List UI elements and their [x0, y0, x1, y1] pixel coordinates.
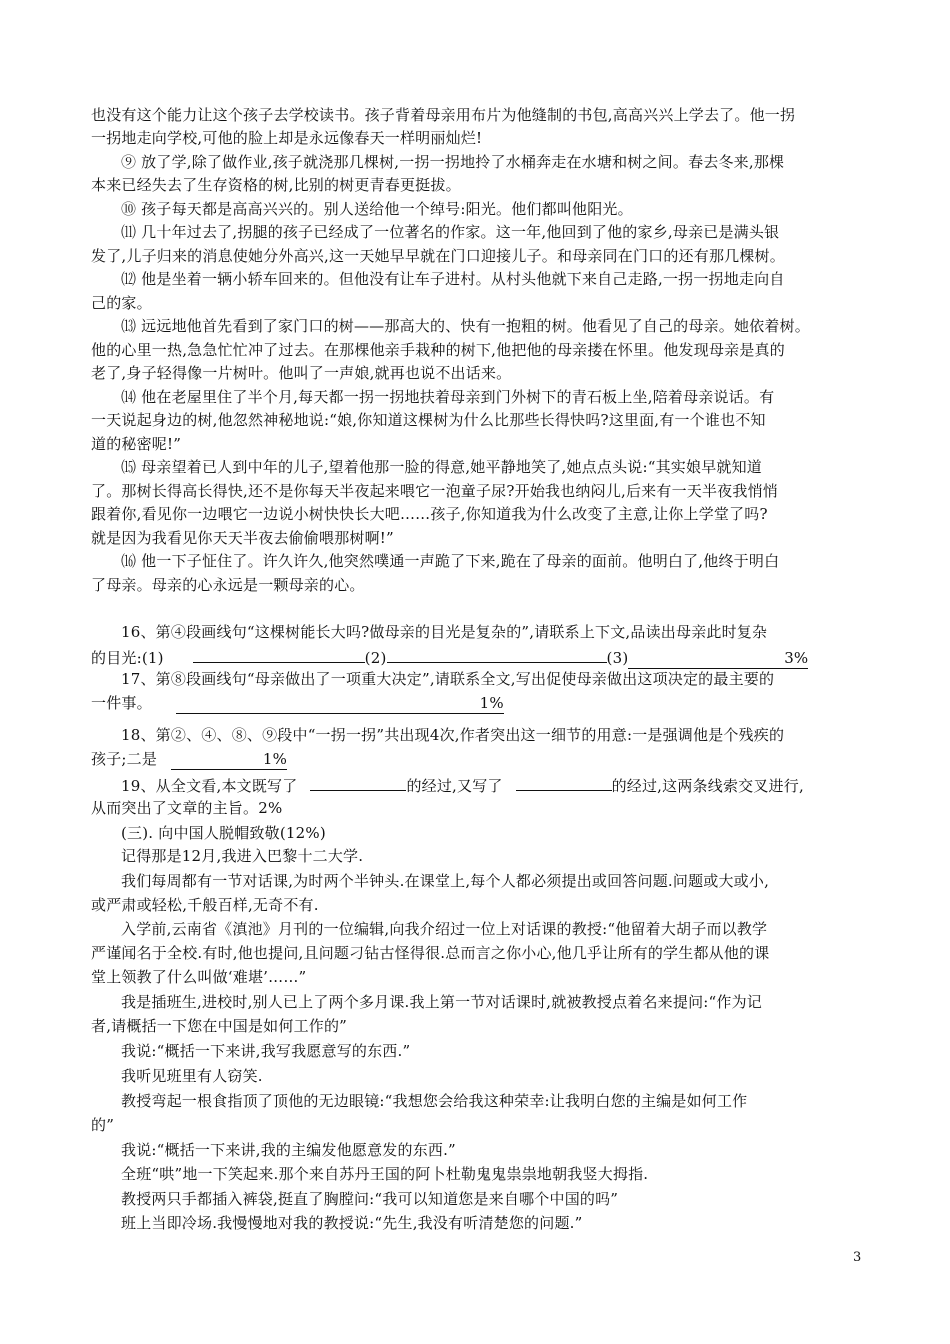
essay-text: 的” — [91, 1116, 115, 1134]
essay-text: 堂上领教了什么叫做‘难堪’……” — [91, 968, 307, 986]
story-text: 就是因为我看见你天天半夜去偷偷喂那树啊!” — [91, 529, 394, 547]
question-18: 18、第②、④、⑧、⑨段中“一拐一拐”共出现4次,作者突出这一细节的用意:一是强调他是个残疾的 — [121, 726, 785, 744]
story-text: 跟着你,看见你一边喂它一边说小树快快长大吧……孩子,你知道我为什么改变了主意,让你上学堂了吗? — [91, 505, 768, 523]
answer-blank[interactable]: 1% — [171, 749, 287, 770]
essay-text: 我听见班里有人窃笑. — [121, 1067, 263, 1085]
question-16-prompt: 的目光:(1) — [91, 649, 164, 667]
story-text: 了母亲。母亲的心永远是一颗母亲的心。 — [91, 576, 365, 594]
paragraph-14: ⒁ 他在老屋里住了半个月,每天都一拐一拐地扶着母亲到门外树下的青石板上坐,陪着母亲说话。有 — [121, 388, 775, 406]
question-18-answer — [91, 749, 871, 770]
paragraph-10: ⑩ 孩子每天都是高高兴兴的。别人送给他一个绰号:阳光。他们都叫他阳光。 — [121, 200, 633, 218]
story-text: 己的家。 — [91, 294, 152, 312]
essay-text: 记得那是12月,我进入巴黎十二大学. — [121, 847, 364, 865]
paragraph-12: ⑿ 他是坐着一辆小轿车回来的。但他没有让车子进村。从村头他就下来自己走路,一拐一拐地走向自 — [121, 270, 785, 288]
paragraph-15: ⒂ 母亲望着已人到中年的儿子,望着他那一脸的得意,她平静地笑了,她点点头说:“其实娘早就知道 — [121, 458, 762, 476]
answer-blank-2[interactable] — [387, 646, 607, 663]
answer-label-2: (2) — [364, 649, 387, 667]
essay-text: 教授弯起一根食指顶了顶他的无边眼镜:“我想您会给我这种荣幸:让我明白您的主编是如何工作 — [121, 1092, 748, 1110]
story-text: 发了,儿子归来的消息使她分外高兴,这一天她早早就在门口迎接儿子。和母亲同在门口的还有那几棵树。 — [91, 247, 785, 265]
question-17: 17、第⑧段画线句“母亲做出了一项重大决定”,请联系全文,写出促使母亲做出这项决定的最主要的 — [121, 670, 775, 688]
paragraph-16: ⒃ 他一下子怔住了。许久许久,他突然噗通一声跪了下来,跪在了母亲的面前。他明白了,他终于明白 — [121, 552, 780, 570]
paragraph-9: ⑨ 放了学,除了做作业,孩子就浇那几棵树,一拐一拐地拎了水桶奔走在水塘和树之间。春去冬来,那棵 — [121, 153, 785, 171]
question-17-prompt: 一件事。 — [91, 694, 152, 712]
question-19-prompt: 19、从全文看,本文既写了 — [121, 777, 298, 795]
essay-text: 或严肃或轻松,千般百样,无奇不有. — [91, 896, 319, 914]
question-19-mid: 的经过,又写了 — [406, 777, 503, 795]
essay-text: 班上当即冷场.我慢慢地对我的教授说:“先生,我没有听清楚您的问题.” — [121, 1214, 583, 1232]
question-18-prompt: 孩子;二是 — [91, 750, 158, 768]
story-text: 也没有这个能力让这个孩子去学校读书。孩子背着母亲用布片为他缝制的书包,高高兴兴上学去了。他一拐 — [91, 106, 796, 124]
story-text: 道的秘密呢!” — [91, 435, 182, 453]
answer-label-3: (3) — [606, 649, 629, 667]
essay-text: 教授两只手都插入裤袋,挺直了胸膛问:“我可以知道您是来自哪个中国的吗” — [121, 1190, 619, 1208]
essay-text: 者,请概括一下您在中国是如何工作的” — [91, 1017, 348, 1035]
question-17-answer — [91, 693, 871, 714]
paragraph-13: ⒀ 远远地他首先看到了家门口的树——那高大的、快有一抱粗的树。他看见了自己的母亲。她依着树。 — [121, 317, 810, 335]
question-16: 16、第④段画线句“这棵树能长大吗?做母亲的目光是复杂的”,请联系上下文,品读出母亲此时复杂 — [121, 623, 768, 641]
essay-text: 我说:“概括一下来讲,我写我愿意写的东西.” — [121, 1042, 411, 1060]
answer-blank-2[interactable] — [516, 774, 612, 791]
essay-text: 严谨闻名于全校.有时,他也提问,且问题刁钻古怪得很.总而言之你小心,他几乎让所有的学生都从他的课 — [91, 944, 770, 962]
essay-text: 我是插班生,进校时,别人已上了两个多月课.我上第一节对话课时,就被教授点着名来提问:“作为记 — [121, 993, 762, 1011]
essay-text: 我说:“概括一下来讲,我的主编发他愿意发的东西.” — [121, 1141, 456, 1159]
answer-blank[interactable]: 1% — [176, 693, 504, 714]
question-19 — [121, 774, 871, 796]
answer-blank-1[interactable] — [193, 646, 365, 663]
story-text: 他的心里一热,急急忙忙冲了过去。在那棵他亲手栽种的树下,他把他的母亲搂在怀里。他发现母亲是真的 — [91, 341, 785, 359]
paragraph-11: ⑾ 几十年过去了,拐腿的孩子已经成了一位著名的作家。这一年,他回到了他的家乡,母亲已是满头银 — [121, 223, 780, 241]
story-text: 本来已经失去了生存资格的树,比别的树更青春更挺拔。 — [91, 176, 461, 194]
essay-text: 我们每周都有一节对话课,为时两个半钟头.在课堂上,每个人都必须提出或回答问题.问题或大或小, — [121, 872, 770, 890]
score-label[interactable]: 3% — [628, 648, 808, 669]
page-number: 3 — [853, 1250, 862, 1265]
story-text: 一天说起身边的树,他忽然神秘地说:“娘,你知道这棵树为什么比那些长得快吗?这里面,有一个谁也不知 — [91, 411, 766, 429]
story-text: 了。那树长得高长得快,还不是你每天半夜起来喂它一泡童子尿?开始我也纳闷儿,后来有一天半夜我悄悄 — [91, 482, 778, 500]
section-heading: (三). 向中国人脱帽致敬(12%) — [121, 824, 326, 842]
question-19-end: 的经过,这两条线索交叉进行, — [611, 777, 804, 795]
question-16-answers — [91, 646, 871, 669]
essay-text: 入学前,云南省《滇池》月刊的一位编辑,向我介绍过一位上对话课的教授:“他留着大胡子而以教学 — [121, 920, 768, 938]
question-19-cont: 从而突出了文章的主旨。2% — [91, 799, 283, 817]
answer-blank-1[interactable] — [310, 774, 406, 791]
story-text: 老了,身子轻得像一片树叶。他叫了一声娘,就再也说不出话来。 — [91, 364, 512, 382]
story-text: 一拐地走向学校,可他的脸上却是永远像春天一样明丽灿烂! — [91, 129, 483, 147]
essay-text: 全班“哄”地一下笑起来.那个来自苏丹王国的阿卜杜勒鬼鬼祟祟地朝我竖大拇指. — [121, 1165, 649, 1183]
